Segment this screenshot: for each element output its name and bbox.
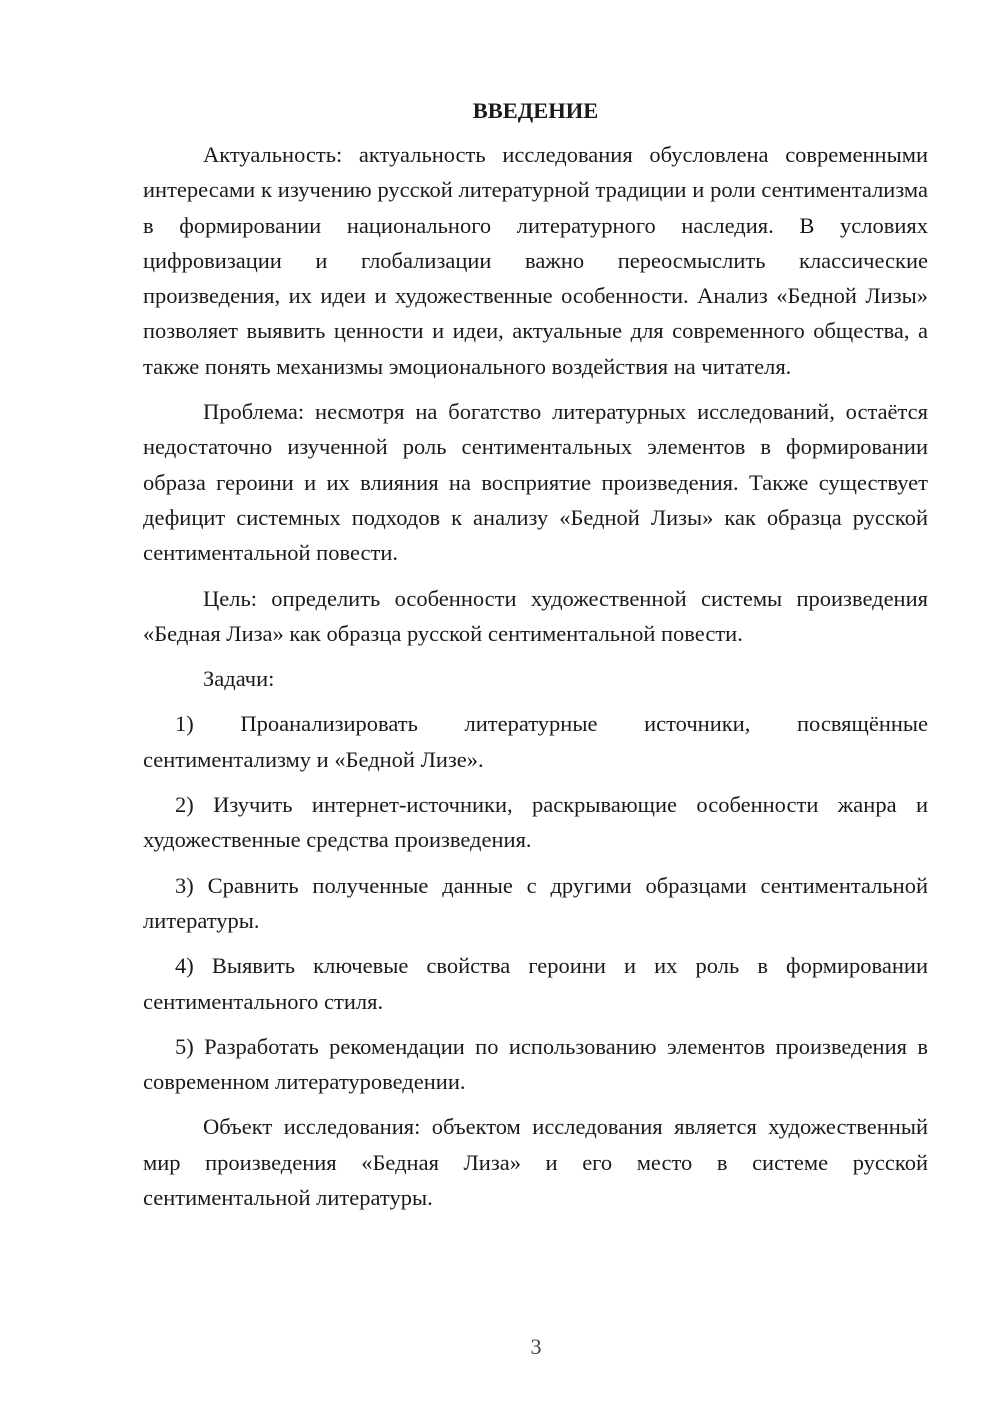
page-content: [143, 95, 928, 1225]
task-item-1: 1) Проанализировать литературные источники, посвящённые сентиментализму и «Бедной Лизе».: [143, 711, 928, 772]
task-item-4: 4) Выявить ключевые свойства героини и их роль в формировании сентиментального стиля.: [143, 953, 928, 1014]
relevance-paragraph: Актуальность: актуальность исследования обусловлена современными интересами к изучению русской литературной традиции и роли сентиментализма в формировании национального литературного наследия. В условиях цифровизации и глобализации важно переосмыслить классические произведения, их идеи и художественные особенности. Анализ «Бедной Лизы» позволяет выявить ценности и идеи, актуальные для современного общества, а также понять механизмы эмоционального воздействия на читателя.: [143, 142, 928, 379]
task-item-2: 2) Изучить интернет-источники, раскрывающие особенности жанра и художественные средства произведения.: [143, 792, 928, 853]
page-number: 3: [530, 1334, 542, 1359]
task-item-3: 3) Сравнить полученные данные с другими образцами сентиментальной литературы.: [143, 872, 928, 933]
goal-paragraph: Цель: определить особенности художественной системы произведения «Бедная Лиза» как образца русской сентиментальной повести.: [143, 585, 928, 646]
task-item-5: 5) Разработать рекомендации по использованию элементов произведения в современном литературоведении.: [143, 1033, 928, 1095]
problem-paragraph: Проблема: несмотря на богатство литературных исследований, остаётся недостаточно изученной роль сентиментальных элементов в формировании образа героини и их влияния на восприятие произведения. Также существует дефицит системных подходов к анализу «Бедной Лизы» как образца русской сентиментальной повести.: [143, 399, 928, 566]
object-paragraph: Объект исследования: объектом исследования является художественный мир произведения «Бедная Лиза» и его место в системе русской сентиментальной литературы.: [143, 1114, 928, 1211]
tasks-label: Задачи:: [203, 666, 275, 692]
section-heading: ВВЕДЕНИЕ: [472, 98, 599, 123]
